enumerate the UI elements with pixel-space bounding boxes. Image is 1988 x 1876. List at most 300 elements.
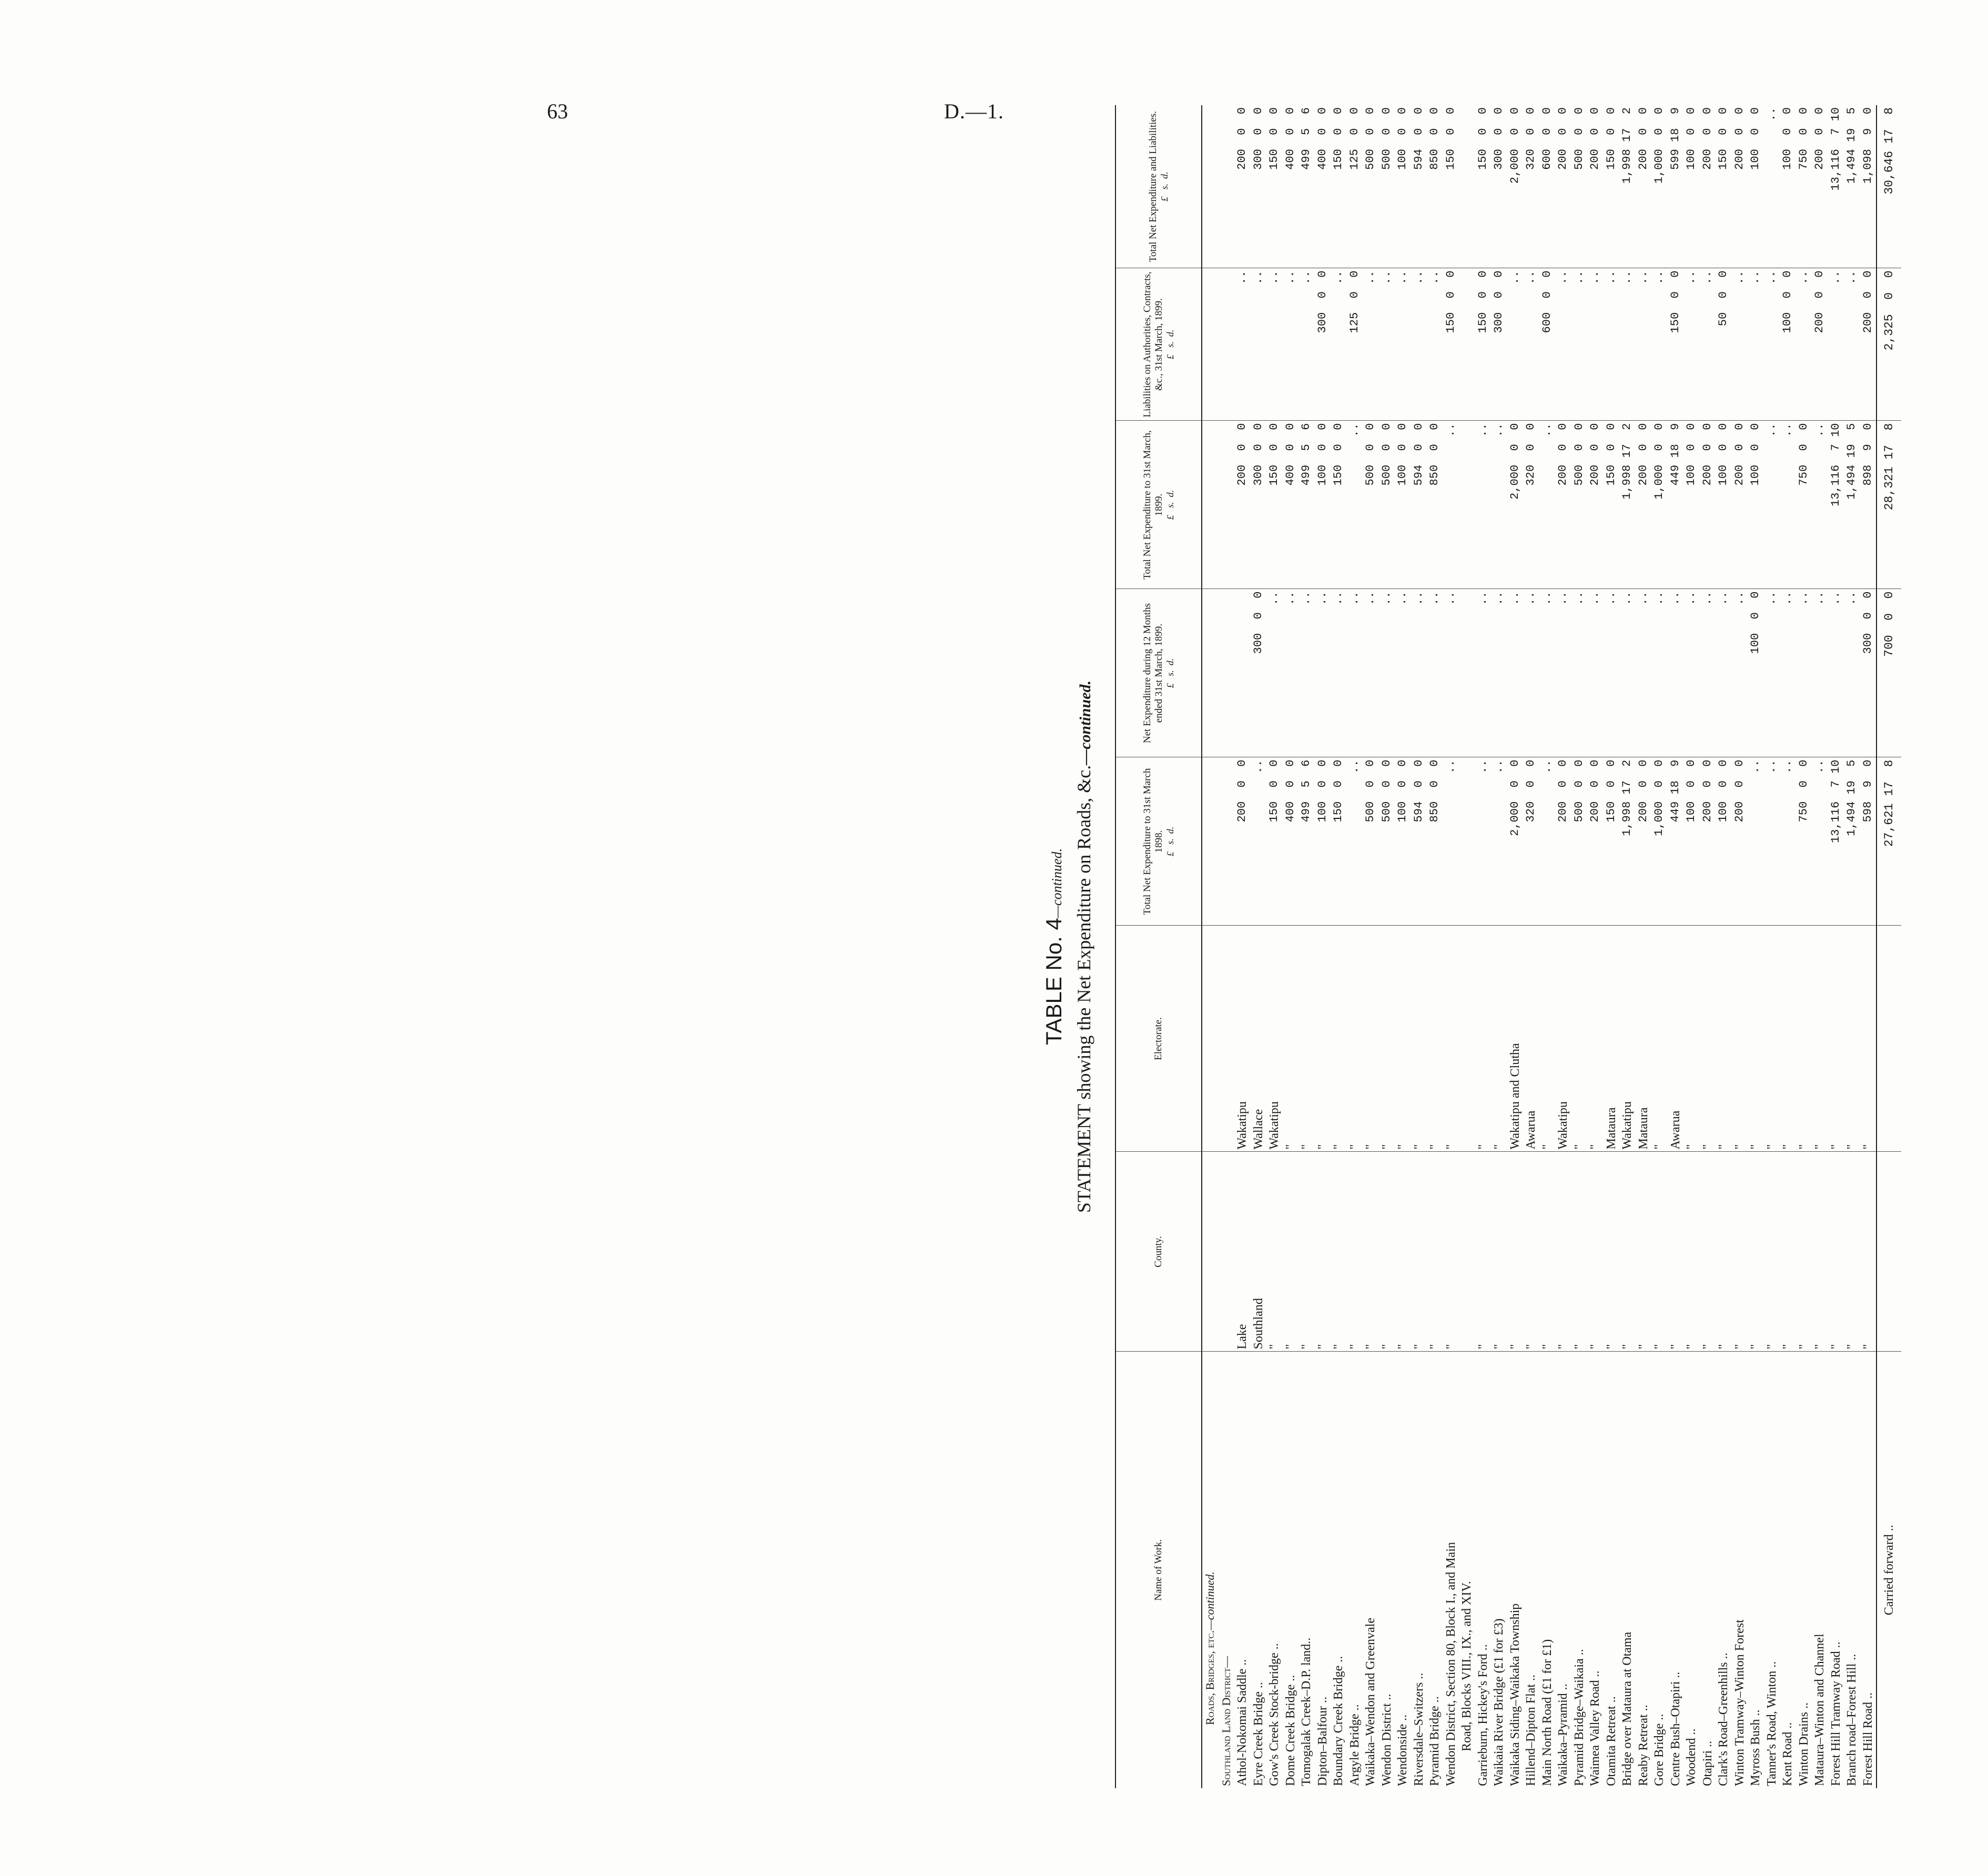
cell-net-12-months: 100 0 0: [1748, 589, 1764, 757]
cell-electorate: Wakatipu: [1234, 926, 1251, 1152]
cell-total-1899: 750 0 0: [1796, 421, 1812, 589]
cell-total-1898: 150 0 0: [1331, 757, 1347, 926]
cell-total-1898: 500 0 0: [1571, 757, 1588, 926]
cell-county: ": [1539, 1152, 1556, 1352]
cell-total-1898: 499 5 6: [1299, 757, 1315, 926]
cell-electorate: ": [1395, 926, 1411, 1152]
cell-liabilities: ..: [1828, 268, 1844, 421]
cell-work-name: Wendon District, Section 80, Block I., and Main: [1444, 1542, 1458, 1786]
cell-net-12-months: ..: [1636, 589, 1652, 757]
cell-total-1899: 200 0 0: [1700, 421, 1716, 589]
cell-work-name: Road, Blocks VIII., IX., and XIV.: [1460, 1581, 1474, 1751]
cell-total-1898: ..: [1251, 757, 1267, 926]
cell-work-name: Main North Road (£1 for £1): [1540, 1639, 1554, 1786]
cell-electorate: ": [1796, 926, 1812, 1152]
document-reference: D.—1.: [944, 99, 1004, 123]
cell-total-1898: ..: [1780, 757, 1796, 926]
cell-total-1899: 150 0 0: [1604, 421, 1620, 589]
cell-total-1899: 13,116 7 10: [1828, 421, 1844, 589]
cell-work-name: Wendon District ..: [1380, 1694, 1394, 1786]
cell-total-1899: 100 0 0: [1716, 421, 1732, 589]
table-row: [1491, 105, 1507, 1788]
col-unit: £ s. d.: [1164, 329, 1175, 360]
table-row: [1555, 105, 1571, 1788]
district-row: [1219, 105, 1235, 1788]
cell-electorate: ": [1780, 926, 1796, 1152]
cell-total-1899: 594 0 0: [1411, 421, 1427, 589]
cell-total-with-liabilities: 400 0 0: [1283, 105, 1299, 268]
table-row: [1283, 105, 1299, 1788]
cell-electorate: ": [1379, 926, 1395, 1152]
cell-net-12-months: ..: [1571, 589, 1588, 757]
cell-county: ": [1716, 1152, 1732, 1352]
cell-total-with-liabilities: 1,494 19 5: [1844, 105, 1860, 268]
cell-work-name: Athol-Nokomai Saddle ..: [1235, 1659, 1250, 1786]
cell-total-with-liabilities: 850 0 0: [1427, 105, 1443, 268]
cell-county: Lake: [1234, 1152, 1251, 1352]
cell-county: ": [1796, 1152, 1812, 1352]
cell-liabilities: ..: [1683, 268, 1700, 421]
cell-total-1899: 150 0 0: [1266, 421, 1283, 589]
cell-total-1899: 1,494 19 5: [1844, 421, 1860, 589]
cell-liabilities: ..: [1764, 268, 1780, 421]
cell-total-with-liabilities: 150 0 0: [1716, 105, 1732, 268]
cell-work-name: Forest Hill Tramway Road ..: [1829, 1641, 1843, 1786]
cell-total-with-liabilities: 1,998 17 2: [1619, 105, 1636, 268]
cell-liabilities: ..: [1507, 268, 1524, 421]
cell-electorate: ": [1299, 926, 1315, 1152]
cell-county: Southland: [1251, 1152, 1267, 1352]
table-row: [1764, 105, 1780, 1788]
cell-electorate: ": [1812, 926, 1828, 1152]
cell-work-name: Reaby Retreat ..: [1636, 1705, 1650, 1786]
cell-county: ": [1299, 1152, 1315, 1352]
cell-liabilities: 150 0 0: [1443, 268, 1459, 421]
total-with-liabilities: 30,646 17 8: [1877, 105, 1901, 268]
cell-liabilities: ..: [1283, 268, 1299, 421]
cell-total-with-liabilities: 13,116 7 10: [1828, 105, 1844, 268]
total-liabilities: 2,325 0 0: [1877, 268, 1901, 421]
cell-county: ": [1748, 1152, 1764, 1352]
cell-work-name: Centre Bush–Otapiri ..: [1668, 1671, 1682, 1786]
cell-total-1899: 499 5 6: [1299, 421, 1315, 589]
total-row: [1877, 105, 1901, 1788]
cell-liabilities: 300 0 0: [1491, 268, 1507, 421]
cell-county: ": [1315, 1152, 1331, 1352]
cell-work-name: Pyramid Bridge–Waikaia ..: [1572, 1649, 1586, 1786]
cell-total-1898: ..: [1748, 757, 1764, 926]
cell-total-1898: ..: [1347, 757, 1363, 926]
cell-work-name: Otapiri ..: [1700, 1741, 1715, 1786]
cell-electorate: Wakatipu: [1619, 926, 1636, 1152]
rotated-table-block: [1041, 105, 1988, 1788]
cell-total-1898: 750 0 0: [1796, 757, 1812, 926]
cell-county: ": [1619, 1152, 1636, 1352]
cell-work-name: Wendonside ..: [1396, 1714, 1410, 1786]
table-row: [1379, 105, 1395, 1788]
cell-total-1899: 1,000 0 0: [1651, 421, 1668, 589]
total-1898: 27,621 17 8: [1877, 757, 1901, 926]
cell-net-12-months: ..: [1587, 589, 1604, 757]
cell-county: ": [1668, 1152, 1684, 1352]
cell-net-12-months: ..: [1683, 589, 1700, 757]
cell-work-name: Bridge over Mataura at Otama: [1620, 1631, 1635, 1786]
header-row: [1115, 105, 1202, 1788]
cell-work-name: Tanner's Road, Winton ..: [1764, 1661, 1779, 1786]
col-net-12-months: [1115, 589, 1202, 757]
cell-liabilities: ..: [1234, 268, 1251, 421]
cell-county: ": [1764, 1152, 1780, 1352]
cell-work-name: Kent Road ..: [1781, 1722, 1795, 1786]
cell-net-12-months: ..: [1796, 589, 1812, 757]
cell-net-12-months: ..: [1443, 589, 1459, 757]
cell-county: ": [1507, 1152, 1524, 1352]
cell-electorate: ": [1475, 926, 1492, 1152]
cell-net-12-months: [1459, 589, 1475, 757]
cell-county: ": [1363, 1152, 1379, 1352]
cell-county: ": [1395, 1152, 1411, 1352]
cell-electorate: Wakatipu: [1266, 926, 1283, 1152]
table-number: TABLE No. 4: [1041, 918, 1066, 1046]
cell-work-name: Otamita Retreat ..: [1604, 1696, 1618, 1786]
cell-county: [1459, 1152, 1475, 1352]
cell-total-1898: ..: [1443, 757, 1459, 926]
cell-total-1898: 1,000 0 0: [1651, 757, 1668, 926]
cell-net-12-months: [1234, 589, 1251, 757]
section-title-text: Roads, Bridges, etc.: [1203, 1630, 1217, 1725]
cell-total-with-liabilities: 1,098 9 0: [1860, 105, 1877, 268]
table-number-suffix: —continued.: [1049, 848, 1064, 918]
cell-total-1898: 1,998 17 2: [1619, 757, 1636, 926]
cell-county: ": [1523, 1152, 1539, 1352]
cell-total-with-liabilities: 150 0 0: [1331, 105, 1347, 268]
cell-electorate: ": [1443, 926, 1459, 1152]
cell-liabilities: 150 0 0: [1475, 268, 1492, 421]
cell-total-1898: 1,494 19 5: [1844, 757, 1860, 926]
table-row: [1780, 105, 1796, 1788]
cell-electorate: Awarua: [1523, 926, 1539, 1152]
table-body: [1202, 105, 1901, 1788]
cell-total-1899: 200 0 0: [1636, 421, 1652, 589]
cell-total-1899: ..: [1491, 421, 1507, 589]
cell-liabilities: 125 0 0: [1347, 268, 1363, 421]
cell-total-with-liabilities: 100 0 0: [1748, 105, 1764, 268]
cell-total-1899: 200 0 0: [1587, 421, 1604, 589]
cell-total-with-liabilities: 200 0 0: [1587, 105, 1604, 268]
table-row: [1443, 105, 1459, 1788]
cell-county: ": [1812, 1152, 1828, 1352]
cell-liabilities: ..: [1748, 268, 1764, 421]
table-row: [1860, 105, 1877, 1788]
cell-total-1898: 150 0 0: [1604, 757, 1620, 926]
statement-heading: [1073, 105, 1095, 1788]
cell-electorate: Mataura: [1604, 926, 1620, 1152]
table-row: [1347, 105, 1363, 1788]
cell-electorate: ": [1828, 926, 1844, 1152]
cell-total-with-liabilities: 300 0 0: [1251, 105, 1267, 268]
cell-net-12-months: ..: [1780, 589, 1796, 757]
cell-total-1899: 320 0 0: [1523, 421, 1539, 589]
cell-liabilities: ..: [1523, 268, 1539, 421]
cell-county: ": [1587, 1152, 1604, 1352]
cell-total-1899: 2,000 0 0: [1507, 421, 1524, 589]
col-electorate: Electorate.: [1115, 926, 1202, 1152]
cell-electorate: ": [1651, 926, 1668, 1152]
cell-county: ": [1636, 1152, 1652, 1352]
cell-liabilities: ..: [1636, 268, 1652, 421]
cell-county: ": [1651, 1152, 1668, 1352]
cell-total-with-liabilities: 500 0 0: [1571, 105, 1588, 268]
cell-total-1898: 100 0 0: [1315, 757, 1331, 926]
table-row: [1828, 105, 1844, 1788]
cell-total-1899: 300 0 0: [1251, 421, 1267, 589]
cell-total-1899: 100 0 0: [1748, 421, 1764, 589]
cell-county: ": [1604, 1152, 1620, 1352]
cell-work-name: Pyramid Bridge ..: [1428, 1696, 1442, 1786]
section-title-row: [1202, 105, 1219, 1788]
cell-total-1898: 13,116 7 10: [1828, 757, 1844, 926]
cell-total-with-liabilities: 200 0 0: [1636, 105, 1652, 268]
cell-electorate: Awarua: [1668, 926, 1684, 1152]
table-row: [1411, 105, 1427, 1788]
cell-net-12-months: ..: [1732, 589, 1748, 757]
cell-total-1899: ..: [1764, 421, 1780, 589]
table-row: [1363, 105, 1379, 1788]
cell-liabilities: ..: [1604, 268, 1620, 421]
cell-total-1898: ..: [1491, 757, 1507, 926]
cell-total-1898: ..: [1475, 757, 1492, 926]
district-title: Southland Land District—: [1219, 1656, 1233, 1786]
cell-net-12-months: ..: [1507, 589, 1524, 757]
col-county: County.: [1115, 1152, 1202, 1352]
cell-electorate: Mataura: [1636, 926, 1652, 1152]
cell-total-1899: ..: [1475, 421, 1492, 589]
table-row: [1523, 105, 1539, 1788]
cell-total-with-liabilities: 200 0 0: [1555, 105, 1571, 268]
cell-liabilities: ..: [1379, 268, 1395, 421]
cell-total-1899: 1,998 17 2: [1619, 421, 1636, 589]
cell-total-1898: 200 0 0: [1700, 757, 1716, 926]
cell-net-12-months: ..: [1668, 589, 1684, 757]
table-row: [1636, 105, 1652, 1788]
cell-total-1899: 100 0 0: [1395, 421, 1411, 589]
cell-total-1898: 100 0 0: [1683, 757, 1700, 926]
cell-total-1898: 200 0 0: [1587, 757, 1604, 926]
cell-liabilities: ..: [1700, 268, 1716, 421]
cell-work-name: Hillend–Dipton Flat ..: [1524, 1675, 1538, 1786]
cell-total-with-liabilities: 499 5 6: [1299, 105, 1315, 268]
cell-county: ": [1283, 1152, 1299, 1352]
table-row: [1395, 105, 1411, 1788]
cell-liabilities: ..: [1427, 268, 1443, 421]
cell-total-with-liabilities: 200 0 0: [1812, 105, 1828, 268]
table-row: [1539, 105, 1556, 1788]
cell-electorate: ": [1748, 926, 1764, 1152]
table-row: [1251, 105, 1267, 1788]
cell-net-12-months: ..: [1700, 589, 1716, 757]
cell-work-name: Waikaia River Bridge (£1 for £3): [1492, 1618, 1506, 1786]
cell-net-12-months: ..: [1411, 589, 1427, 757]
cell-net-12-months: ..: [1491, 589, 1507, 757]
col-name: Name of Work.: [1115, 1352, 1202, 1788]
cell-total-1898: 150 0 0: [1266, 757, 1283, 926]
col-total-with-liabilities: [1115, 105, 1202, 268]
table-row: [1683, 105, 1700, 1788]
cell-county: ": [1475, 1152, 1492, 1352]
cell-liabilities: ..: [1266, 268, 1283, 421]
cell-total-1898: ..: [1764, 757, 1780, 926]
cell-total-1898: 2,000 0 0: [1507, 757, 1524, 926]
cell-net-12-months: ..: [1379, 589, 1395, 757]
table-row: [1234, 105, 1251, 1788]
cell-net-12-months: ..: [1299, 589, 1315, 757]
cell-total-with-liabilities: 500 0 0: [1379, 105, 1395, 268]
col-total-1898-label: Total Net Expenditure to 31st March 1898.: [1141, 768, 1164, 915]
total-net-12-months: 700 0 0: [1877, 589, 1901, 757]
cell-electorate: [1459, 926, 1475, 1152]
cell-work-name: Waikaka Siding–Waikaka Township: [1508, 1603, 1522, 1786]
cell-liabilities: ..: [1299, 268, 1315, 421]
cell-liabilities: ..: [1395, 268, 1411, 421]
cell-total-with-liabilities: 150 0 0: [1604, 105, 1620, 268]
cell-electorate: ": [1347, 926, 1363, 1152]
cell-work-name: Waikaka–Pyramid ..: [1556, 1684, 1570, 1786]
cell-net-12-months: 300 0 0: [1860, 589, 1877, 757]
cell-total-1898: 449 18 9: [1668, 757, 1684, 926]
cell-total-1899: [1459, 421, 1475, 589]
cell-total-with-liabilities: 200 0 0: [1732, 105, 1748, 268]
cell-liabilities: 200 0 0: [1812, 268, 1828, 421]
cell-county: ": [1828, 1152, 1844, 1352]
table-row: [1732, 105, 1748, 1788]
cell-total-1898: ..: [1812, 757, 1828, 926]
cell-total-1899: 449 18 9: [1668, 421, 1684, 589]
table-row: [1796, 105, 1812, 1788]
cell-net-12-months: ..: [1764, 589, 1780, 757]
cell-electorate: ": [1683, 926, 1700, 1152]
cell-total-1898: 850 0 0: [1427, 757, 1443, 926]
cell-work-name: Eyre Creek Bridge ..: [1251, 1682, 1265, 1786]
cell-electorate: ": [1587, 926, 1604, 1152]
cell-total-with-liabilities: 600 0 0: [1539, 105, 1556, 268]
table-row: [1315, 105, 1331, 1788]
table-row: [1619, 105, 1636, 1788]
cell-work-name: Winton Tramway–Winton Forest: [1732, 1619, 1747, 1786]
cell-liabilities: ..: [1651, 268, 1668, 421]
cell-county: ": [1780, 1152, 1796, 1352]
page-number: 63: [547, 99, 568, 123]
cell-electorate: ": [1860, 926, 1877, 1152]
table-row: [1812, 105, 1828, 1788]
table-row: [1299, 105, 1315, 1788]
cell-total-1898: 400 0 0: [1283, 757, 1299, 926]
col-total-1899-label: Total Net Expenditure to 31st March, 1899.: [1141, 430, 1164, 580]
cell-work-name: Dipton–Balfour ..: [1315, 1697, 1330, 1786]
cell-liabilities: ..: [1251, 268, 1267, 421]
cell-electorate: ": [1716, 926, 1732, 1152]
cell-net-12-months: ..: [1812, 589, 1828, 757]
cell-net-12-months: ..: [1395, 589, 1411, 757]
col-net-12-months-label: Net Expenditure during 12 Months ended 31st March, 1899.: [1141, 603, 1164, 743]
col-unit: £ s. d.: [1164, 826, 1175, 857]
section-title: [1202, 1352, 1219, 1788]
cell-work-name: Garrieburn, Hickey's Ford ..: [1476, 1644, 1490, 1786]
cell-county: ": [1427, 1152, 1443, 1352]
cell-total-with-liabilities: 300 0 0: [1491, 105, 1507, 268]
cell-liabilities: 150 0 0: [1668, 268, 1684, 421]
total-label: Carried forward ..: [1877, 1352, 1901, 1788]
cell-total-1899: 898 9 0: [1860, 421, 1877, 589]
cell-total-1899: ..: [1812, 421, 1828, 589]
col-total-1899: [1115, 421, 1202, 589]
table-row: [1604, 105, 1620, 1788]
cell-county: ": [1571, 1152, 1588, 1352]
cell-net-12-months: ..: [1315, 589, 1331, 757]
cell-net-12-months: ..: [1363, 589, 1379, 757]
table-row: [1844, 105, 1860, 1788]
cell-total-1899: 500 0 0: [1379, 421, 1395, 589]
cell-total-with-liabilities: 500 0 0: [1363, 105, 1379, 268]
cell-liabilities: ..: [1411, 268, 1427, 421]
col-unit: £ s. d.: [1159, 171, 1170, 202]
cell-total-1899: 150 0 0: [1331, 421, 1347, 589]
cell-liabilities: ..: [1571, 268, 1588, 421]
cell-total-with-liabilities: 100 0 0: [1780, 105, 1796, 268]
cell-total-1898: 500 0 0: [1363, 757, 1379, 926]
cell-total-1899: 500 0 0: [1363, 421, 1379, 589]
cell-work-name: Waimea Valley Road ..: [1588, 1670, 1602, 1786]
cell-net-12-months: ..: [1604, 589, 1620, 757]
cell-liabilities: ..: [1844, 268, 1860, 421]
cell-electorate: ": [1331, 926, 1347, 1152]
statement-title: STATEMENT showing the Net Expenditure on Roads, &c.: [1073, 765, 1094, 1213]
cell-net-12-months: ..: [1347, 589, 1363, 757]
table-row: [1668, 105, 1684, 1788]
cell-total-with-liabilities: 1,000 0 0: [1651, 105, 1668, 268]
cell-electorate: ": [1764, 926, 1780, 1152]
cell-total-1898: 200 0 0: [1732, 757, 1748, 926]
cell-county: ": [1732, 1152, 1748, 1352]
cell-work-name: Clark's Road–Greenhills ..: [1717, 1652, 1731, 1786]
cell-total-1898: 320 0 0: [1523, 757, 1539, 926]
cell-total-with-liabilities: 750 0 0: [1796, 105, 1812, 268]
cell-work-name: Woodend ..: [1685, 1728, 1699, 1786]
cell-work-name: Dome Creek Bridge ..: [1283, 1675, 1297, 1786]
cell-liabilities: 600 0 0: [1539, 268, 1556, 421]
cell-work-name: Mataura–Winton and Channel: [1813, 1634, 1827, 1786]
cell-total-with-liabilities: 400 0 0: [1315, 105, 1331, 268]
cell-total-with-liabilities: 594 0 0: [1411, 105, 1427, 268]
table-row: [1716, 105, 1732, 1788]
cell-net-12-months: ..: [1619, 589, 1636, 757]
col-liabilities: [1115, 268, 1202, 421]
cell-total-1899: 850 0 0: [1427, 421, 1443, 589]
cell-liabilities: ..: [1732, 268, 1748, 421]
table-row: [1507, 105, 1524, 1788]
cell-work-name: Argyle Bridge ..: [1347, 1704, 1362, 1786]
cell-total-1898: 100 0 0: [1395, 757, 1411, 926]
table-row: [1427, 105, 1443, 1788]
cell-county: ": [1411, 1152, 1427, 1352]
cell-electorate: ": [1411, 926, 1427, 1152]
cell-total-1899: 200 0 0: [1234, 421, 1251, 589]
table-row: [1571, 105, 1588, 1788]
cell-total-with-liabilities: 150 0 0: [1266, 105, 1283, 268]
cell-net-12-months: ..: [1475, 589, 1492, 757]
cell-total-1898: [1459, 757, 1475, 926]
cell-electorate: ": [1732, 926, 1748, 1152]
cell-total-with-liabilities: [1459, 105, 1475, 268]
